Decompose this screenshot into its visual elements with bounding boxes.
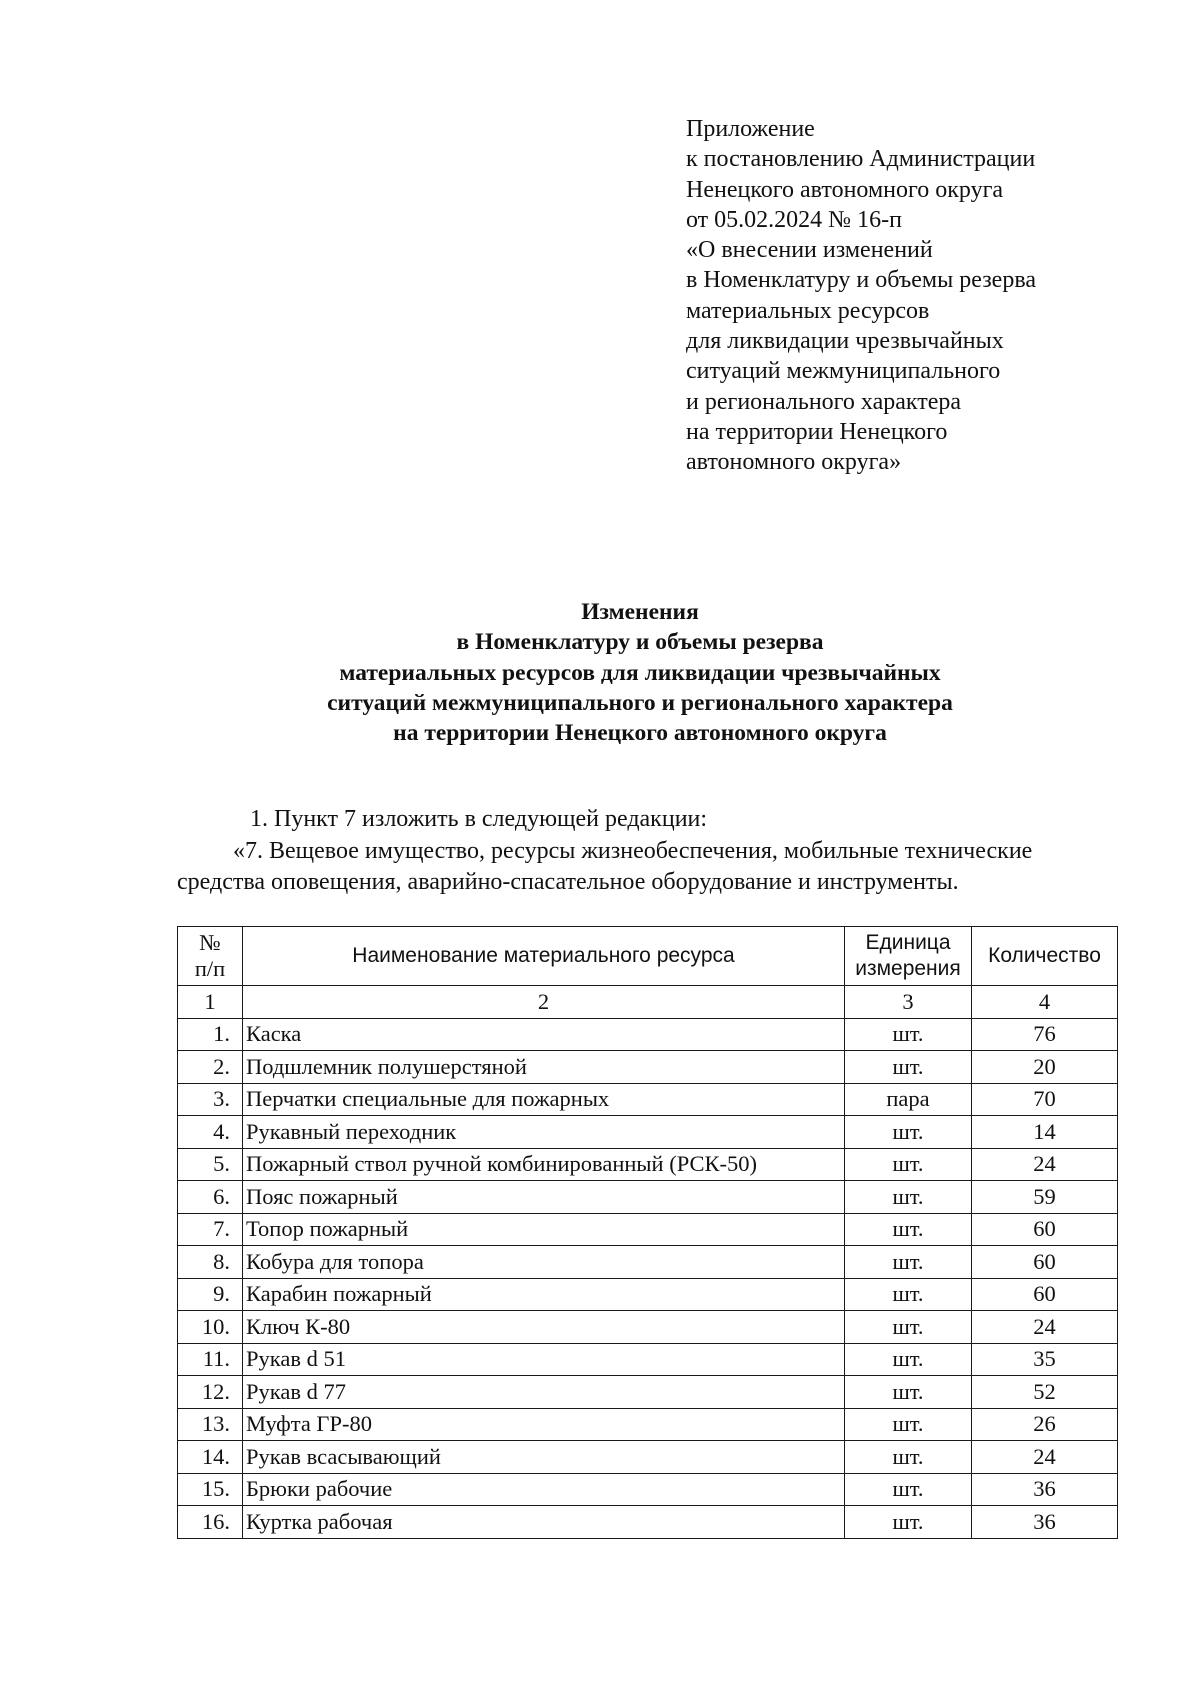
title-line: материальных ресурсов для ликвидации чрезвычайных xyxy=(339,659,941,686)
table-row xyxy=(178,1213,1118,1246)
cell-unit: шт. xyxy=(845,1473,972,1506)
header-num-line2: п/п xyxy=(194,956,226,981)
cell-name: Рукав d 51 xyxy=(243,1343,845,1376)
cell-qty: 76 xyxy=(972,1018,1118,1051)
header-name: Наименование материального ресурса xyxy=(243,927,845,986)
cell-name: Куртка рабочая xyxy=(243,1506,845,1539)
cell-name: Подшлемник полушерстяной xyxy=(243,1051,845,1084)
header-num-line1: № xyxy=(199,930,221,955)
cell-num: 13. xyxy=(178,1408,243,1441)
cell-num: 11. xyxy=(178,1343,243,1376)
header-unit xyxy=(845,927,972,986)
table-row xyxy=(178,1441,1118,1474)
column-number: 4 xyxy=(972,986,1118,1019)
table-body xyxy=(178,1018,1118,1538)
resources-table xyxy=(177,926,1118,1539)
cell-num: 15. xyxy=(178,1473,243,1506)
table-row xyxy=(178,1408,1118,1441)
cell-unit: шт. xyxy=(845,1408,972,1441)
paragraph-2-line-1: «7. Вещевое имущество, ресурсы жизнеобеспечения, мобильные технические xyxy=(233,838,1033,864)
table-row xyxy=(178,1181,1118,1214)
cell-num: 8. xyxy=(178,1246,243,1279)
cell-name: Рукавный переходник xyxy=(243,1116,845,1149)
appendix-line: «О внесении изменений xyxy=(686,237,933,264)
column-numbers-row xyxy=(178,986,1118,1019)
appendix-line: автономного округа» xyxy=(686,449,902,476)
cell-qty: 60 xyxy=(972,1213,1118,1246)
appendix-line: Приложение xyxy=(686,116,815,142)
cell-qty: 60 xyxy=(972,1278,1118,1311)
appendix-line: от 05.02.2024 № 16-п xyxy=(686,206,902,233)
table-row xyxy=(178,1083,1118,1116)
cell-unit: шт. xyxy=(845,1343,972,1376)
cell-name: Пояс пожарный xyxy=(243,1181,845,1214)
cell-unit: шт. xyxy=(845,1506,972,1539)
table-row xyxy=(178,1506,1118,1539)
cell-num: 4. xyxy=(178,1116,243,1149)
title-line: в Номенклатуру и объемы резерва xyxy=(456,629,824,656)
header-unit-line1: Единица xyxy=(865,931,951,954)
cell-unit: шт. xyxy=(845,1213,972,1246)
cell-unit: шт. xyxy=(845,1376,972,1409)
cell-qty: 35 xyxy=(972,1343,1118,1376)
cell-unit: шт. xyxy=(845,1018,972,1051)
appendix-line: ситуаций межмуниципального xyxy=(686,358,1001,385)
cell-qty: 52 xyxy=(972,1376,1118,1409)
cell-num: 1. xyxy=(178,1018,243,1051)
paragraph-2-line-2: средства оповещения, аварийно-спасательное оборудование и инструменты. xyxy=(177,868,959,895)
appendix-line: для ликвидации чрезвычайных xyxy=(686,328,1004,355)
cell-num: 9. xyxy=(178,1278,243,1311)
cell-num: 14. xyxy=(178,1441,243,1474)
column-number: 3 xyxy=(845,986,972,1019)
cell-unit: шт. xyxy=(845,1278,972,1311)
document-title xyxy=(170,597,1110,748)
cell-num: 10. xyxy=(178,1311,243,1344)
cell-qty: 26 xyxy=(972,1408,1118,1441)
appendix-block xyxy=(686,114,1036,478)
cell-qty: 36 xyxy=(972,1506,1118,1539)
table-row xyxy=(178,1246,1118,1279)
cell-qty: 14 xyxy=(972,1116,1118,1149)
cell-name: Рукав всасывающий xyxy=(243,1441,845,1474)
cell-name: Пожарный ствол ручной комбинированный (РСК-50) xyxy=(243,1148,845,1181)
cell-num: 12. xyxy=(178,1376,243,1409)
cell-name: Каска xyxy=(243,1018,845,1051)
cell-name: Топор пожарный xyxy=(243,1213,845,1246)
appendix-line: и регионального характера xyxy=(686,388,962,415)
title-line: Изменения xyxy=(581,599,699,625)
cell-unit: пара xyxy=(845,1083,972,1116)
cell-num: 5. xyxy=(178,1148,243,1181)
table-row xyxy=(178,1473,1118,1506)
cell-qty: 24 xyxy=(972,1148,1118,1181)
cell-unit: шт. xyxy=(845,1181,972,1214)
table-row xyxy=(178,1343,1118,1376)
cell-unit: шт. xyxy=(845,1051,972,1084)
cell-num: 3. xyxy=(178,1083,243,1116)
appendix-line: Ненецкого автономного округа xyxy=(686,176,1004,203)
table-row xyxy=(178,1278,1118,1311)
header-unit-line2: измерения xyxy=(855,957,961,980)
cell-qty: 24 xyxy=(972,1441,1118,1474)
cell-qty: 20 xyxy=(972,1051,1118,1084)
cell-qty: 70 xyxy=(972,1083,1118,1116)
table-row xyxy=(178,1311,1118,1344)
column-number: 1 xyxy=(178,986,243,1019)
cell-num: 6. xyxy=(178,1181,243,1214)
cell-name: Перчатки специальные для пожарных xyxy=(243,1083,845,1116)
title-line: ситуаций межмуниципального и регионального характера xyxy=(327,689,953,716)
cell-name: Брюки рабочие xyxy=(243,1473,845,1506)
table-row xyxy=(178,1148,1118,1181)
appendix-line: на территории Ненецкого xyxy=(686,418,948,445)
paragraph-2 xyxy=(177,836,1117,897)
cell-name: Ключ К-80 xyxy=(243,1311,845,1344)
cell-unit: шт. xyxy=(845,1116,972,1149)
header-qty: Количество xyxy=(972,927,1118,986)
table-row xyxy=(178,1116,1118,1149)
cell-unit: шт. xyxy=(845,1441,972,1474)
cell-qty: 24 xyxy=(972,1311,1118,1344)
cell-qty: 36 xyxy=(972,1473,1118,1506)
paragraph-1: 1. Пункт 7 изложить в следующей редакции: xyxy=(250,806,708,832)
column-number: 2 xyxy=(243,986,845,1019)
appendix-line: материальных ресурсов xyxy=(686,297,930,324)
cell-qty: 59 xyxy=(972,1181,1118,1214)
table-header-row xyxy=(178,927,1118,986)
cell-qty: 60 xyxy=(972,1246,1118,1279)
title-line: на территории Ненецкого автономного округа xyxy=(393,720,887,747)
appendix-line: в Номенклатуру и объемы резерва xyxy=(686,267,1036,294)
table-row xyxy=(178,1018,1118,1051)
cell-num: 7. xyxy=(178,1213,243,1246)
cell-num: 2. xyxy=(178,1051,243,1084)
table-row xyxy=(178,1051,1118,1084)
cell-unit: шт. xyxy=(845,1246,972,1279)
header-num xyxy=(178,927,243,986)
cell-name: Кобура для топора xyxy=(243,1246,845,1279)
cell-name: Муфта ГР-80 xyxy=(243,1408,845,1441)
table-row xyxy=(178,1376,1118,1409)
cell-unit: шт. xyxy=(845,1311,972,1344)
cell-name: Карабин пожарный xyxy=(243,1278,845,1311)
cell-unit: шт. xyxy=(845,1148,972,1181)
cell-name: Рукав d 77 xyxy=(243,1376,845,1409)
appendix-line: к постановлению Администрации xyxy=(686,146,1036,173)
cell-num: 16. xyxy=(178,1506,243,1539)
